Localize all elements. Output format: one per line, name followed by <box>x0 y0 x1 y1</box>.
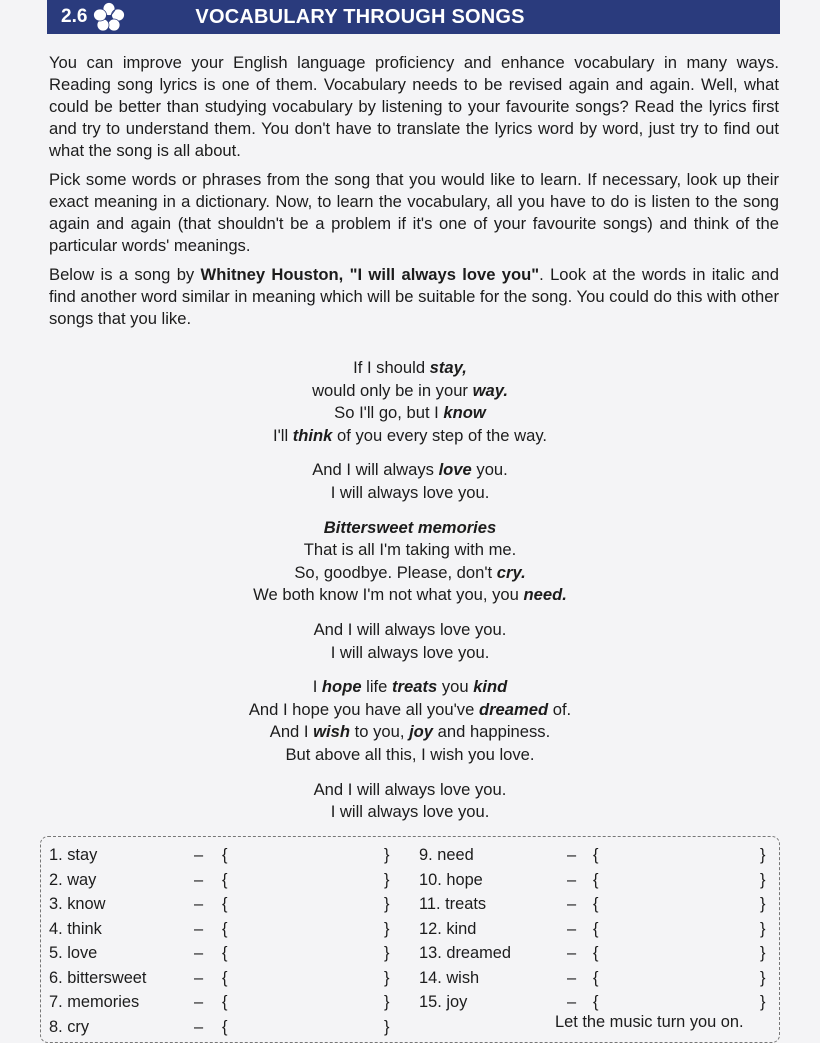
lyrics-text: And I <box>269 722 314 742</box>
lyrics-line <box>0 459 820 482</box>
lyrics-text: I'll <box>272 425 293 445</box>
answer-open-brace: { <box>222 919 228 938</box>
lyrics-text: And I will always <box>312 460 439 480</box>
dash: – <box>194 993 204 1011</box>
dash: – <box>567 846 577 864</box>
lyrics-line <box>0 425 820 448</box>
lyrics-text: If I should <box>353 358 430 377</box>
dash: – <box>194 870 204 889</box>
section-header <box>47 0 780 34</box>
answer-open-brace: { <box>593 944 599 962</box>
lyrics-line <box>0 482 820 505</box>
exercise-word: 3. know <box>49 895 106 913</box>
highlighted-word: hope <box>321 677 362 697</box>
answer-open-brace: { <box>222 993 228 1011</box>
lyrics-text: you. <box>471 460 508 480</box>
answer-close-brace: } <box>760 993 766 1011</box>
highlighted-word: need. <box>523 585 567 605</box>
lyrics-text: I will always love you. <box>330 642 490 662</box>
intro-text <box>49 52 779 337</box>
highlighted-word: love <box>438 460 472 480</box>
answer-close-brace: } <box>384 846 390 864</box>
song-reference: Whitney Houston, "I will always love you" <box>200 265 540 284</box>
lyrics-line <box>0 380 820 403</box>
intro-3-before: Below is a song by <box>49 265 201 284</box>
vocabulary-exercise-box <box>40 836 780 1043</box>
lyrics-line <box>0 562 820 585</box>
highlighted-word: think <box>292 425 333 445</box>
song-lyrics <box>0 357 820 836</box>
intro-3-after: . Look at the words in italic and find another word similar in meaning which will be suitable for the song. You could do this with other songs that you like. <box>49 265 779 328</box>
exercise-word: 5. love <box>49 944 98 962</box>
dash: – <box>567 968 577 987</box>
highlighted-word: treats <box>392 677 438 697</box>
lyrics-line <box>0 676 820 699</box>
answer-open-brace: { <box>222 846 228 864</box>
exercise-word: 14. wish <box>419 968 480 987</box>
lyrics-line <box>0 517 820 540</box>
lyrics-stanza <box>0 459 820 504</box>
dash: – <box>567 870 577 889</box>
dash: – <box>194 919 204 938</box>
dash: – <box>194 944 204 962</box>
exercise-word: 8. cry <box>49 1017 90 1036</box>
answer-close-brace: } <box>384 919 390 938</box>
highlighted-word: stay, <box>429 358 467 377</box>
lyrics-text: So, goodbye. Please, don't <box>294 562 497 582</box>
intro-paragraph-1: You can improve your English language proficiency and enhance vocabulary in many ways. Reading song lyrics is one of them. Vocabulary needs to be revised again and again. Well, what could be better than studying vocabulary by listening to your favourite songs? Read the lyrics first and try to understand them. You don't have to translate the lyrics word by word, just try to find out what the song is all about. <box>49 53 779 160</box>
lyrics-stanza <box>0 517 820 607</box>
lyrics-stanza <box>0 676 820 766</box>
highlighted-word: dreamed <box>478 699 549 719</box>
answer-close-brace: } <box>384 895 390 913</box>
lyrics-text: And I hope you have all you've <box>248 699 479 719</box>
lyrics-text: life <box>361 677 392 697</box>
lyrics-text: I will always love you. <box>330 802 490 822</box>
exercise-word: 9. need <box>419 846 474 864</box>
lyrics-text: would only be in your <box>312 380 473 400</box>
answer-open-brace: { <box>593 895 599 913</box>
answer-open-brace: { <box>222 1017 228 1036</box>
hibiscus-flower-icon <box>93 2 125 32</box>
answer-open-brace: { <box>222 968 228 987</box>
lyrics-text: to you, <box>350 722 410 742</box>
answer-close-brace: } <box>384 993 390 1011</box>
exercise-word: 4. think <box>49 919 102 938</box>
lyrics-text: That is all I'm taking with me. <box>303 540 517 560</box>
highlighted-word: Bittersweet memories <box>323 517 497 537</box>
answer-open-brace: { <box>593 919 599 938</box>
answer-close-brace: } <box>760 870 766 889</box>
exercise-word: 1. stay <box>49 846 98 864</box>
dash: – <box>194 968 204 987</box>
lyrics-text: I will always love you. <box>330 482 490 502</box>
lyrics-text: And I will always love you. <box>313 619 507 639</box>
lyrics-text: you <box>437 677 474 697</box>
exercise-word: 6. bittersweet <box>49 968 147 987</box>
intro-paragraph-3 <box>49 264 779 330</box>
answer-close-brace: } <box>760 968 766 987</box>
exercise-word: 11. treats <box>419 895 487 913</box>
highlighted-word: cry. <box>496 562 526 582</box>
exercise-word: 12. kind <box>419 919 477 938</box>
lyrics-text: And I will always love you. <box>313 779 507 799</box>
dash: – <box>567 993 577 1011</box>
lyrics-line <box>0 642 820 665</box>
lyrics-line <box>0 584 820 607</box>
lyrics-stanza <box>0 619 820 664</box>
lyrics-line <box>0 357 820 380</box>
highlighted-word: kind <box>473 677 508 697</box>
answer-open-brace: { <box>222 870 228 889</box>
section-number: 2.6 <box>61 6 88 27</box>
lyrics-text: I <box>312 677 322 697</box>
answer-open-brace: { <box>593 993 599 1011</box>
exercise-word: 2. way <box>49 870 97 889</box>
lyrics-text: and happiness. <box>433 722 551 742</box>
answer-open-brace: { <box>593 870 599 889</box>
exercise-word: 15. joy <box>419 993 468 1011</box>
answer-open-brace: { <box>222 895 228 913</box>
answer-open-brace: { <box>222 944 228 962</box>
answer-close-brace: } <box>384 870 390 889</box>
lyrics-line <box>0 721 820 744</box>
answer-close-brace: } <box>384 1017 390 1036</box>
answer-close-brace: } <box>384 944 390 962</box>
dash: – <box>567 944 577 962</box>
lyrics-line <box>0 619 820 642</box>
answer-close-brace: } <box>760 895 766 913</box>
lyrics-line <box>0 779 820 802</box>
lyrics-line <box>0 402 820 425</box>
closing-line: Let the music turn you on. <box>555 1013 744 1031</box>
answer-open-brace: { <box>593 968 599 987</box>
highlighted-word: know <box>443 403 486 423</box>
answer-close-brace: } <box>760 846 766 864</box>
exercise-word: 13. dreamed <box>419 944 512 962</box>
lyrics-line <box>0 801 820 824</box>
answer-open-brace: { <box>593 846 599 864</box>
lyrics-stanza <box>0 779 820 824</box>
lyrics-stanza <box>0 357 820 447</box>
lyrics-text: of you every step of the way. <box>332 425 547 445</box>
lyrics-text: We both know I'm not what you, you <box>253 585 524 605</box>
lyrics-text: So I'll go, but I <box>334 403 444 423</box>
lyrics-text: of. <box>548 699 572 719</box>
highlighted-word: way. <box>472 380 508 400</box>
dash: – <box>567 919 577 938</box>
answer-close-brace: } <box>760 944 766 962</box>
lyrics-line <box>0 699 820 722</box>
highlighted-word: joy <box>409 722 434 742</box>
exercise-word: 10. hope <box>419 870 483 889</box>
lyrics-line <box>0 744 820 767</box>
answer-close-brace: } <box>760 919 766 938</box>
dash: – <box>567 895 577 913</box>
section-title: VOCABULARY THROUGH SONGS <box>195 5 525 28</box>
highlighted-word: wish <box>313 722 351 742</box>
exercise-word: 7. memories <box>49 993 140 1011</box>
lyrics-line <box>0 539 820 562</box>
dash: – <box>194 1017 204 1036</box>
dash: – <box>194 895 204 913</box>
lyrics-text: But above all this, I wish you love. <box>285 744 535 764</box>
dash: – <box>194 846 204 864</box>
intro-paragraph-2: Pick some words or phrases from the song that you would like to learn. If necessary, look up their exact meaning in a dictionary. Now, to learn the vocabulary, all you have to do is listen to the song again and again (that shouldn't be a problem if it's one of your favourite songs) and think of the particular words' meanings. <box>49 170 779 255</box>
answer-close-brace: } <box>384 968 390 987</box>
